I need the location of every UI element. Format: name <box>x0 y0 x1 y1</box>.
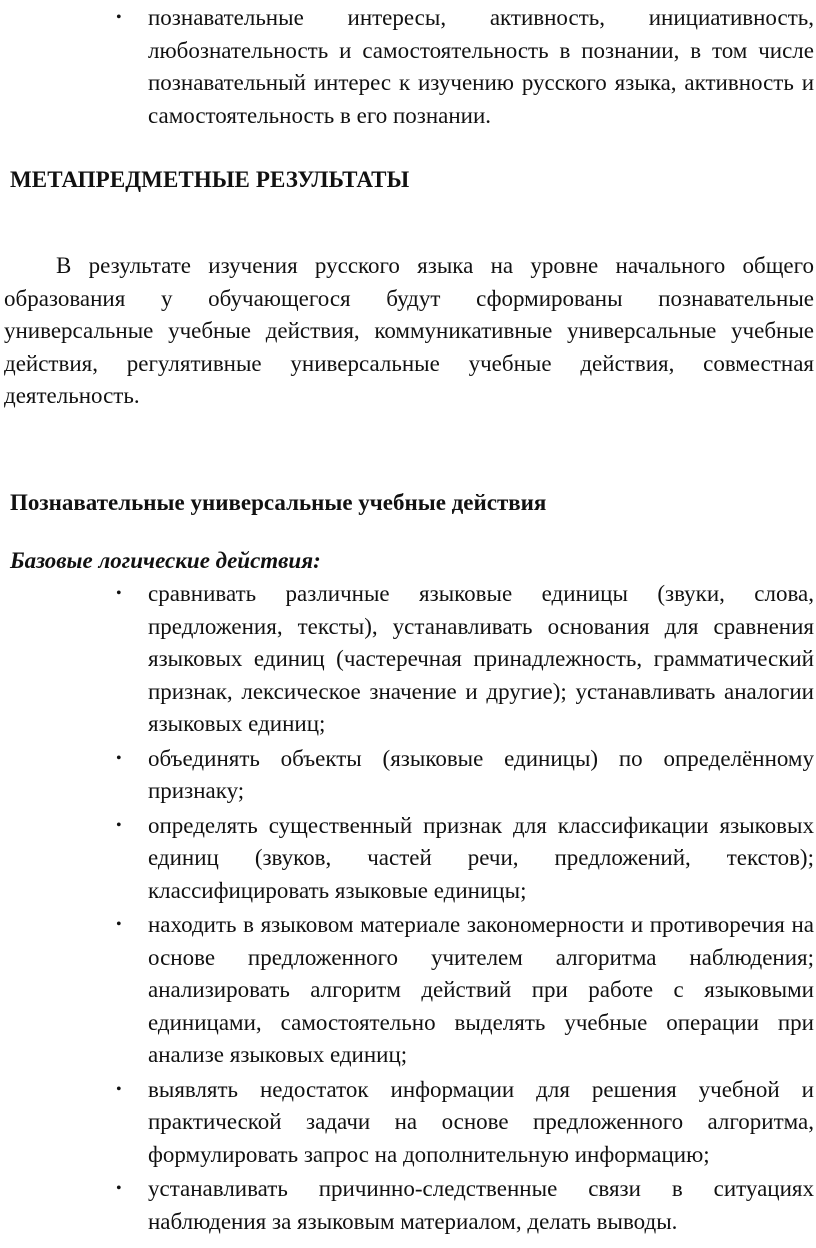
bullet-icon: • <box>116 585 122 602</box>
bullet-icon: • <box>116 1180 122 1197</box>
list-item-text: находить в языковом материале закономерности и противоречия на основе предложенного учителем алгоритма наблюдения; анализировать алгоритм действий при работе с языковыми единицами, самостоятельно выделять учебные операции при анализе языковых единиц; <box>148 912 814 1067</box>
list-item-text: познавательные интересы, активность, инициативность, любознательность и самостоятельность в познании, в том числе познавательный интерес к изучению русского языка, активность и самостоятельность в его познании. <box>148 5 814 128</box>
intro-list <box>116 2 814 132</box>
list-item-text: устанавливать причинно-следственные связи в ситуациях наблюдения за языковым материалом, делать выводы. <box>148 1176 814 1234</box>
list-item <box>116 1173 814 1238</box>
metasubject-paragraph: В результате изучения русского языка на уровне начального общего образования у обучающегося будут сформированы познавательные универсальные учебные действия, коммуникативные универсальные учебные действия, регулятивные универсальные учебные действия, совместная деятельность. <box>4 253 814 408</box>
list-item <box>116 909 814 1072</box>
list-item <box>116 2 814 132</box>
list-item <box>116 743 814 808</box>
subsection-heading-logic: Базовые логические действия: <box>10 548 321 573</box>
bullet-icon: • <box>116 749 122 767</box>
section-heading-metasubject: МЕТАПРЕДМЕТНЫЕ РЕЗУЛЬТАТЫ <box>10 167 410 192</box>
list-item-text: сравнивать различные языковые единицы (звуки, слова, предложения, тексты), устанавливать основания для сравнения языковых единиц (частеречная принадлежность, грамматический признак, лексическое значение и другие); устанавливать аналогии языковых единиц; <box>148 581 814 736</box>
bullet-icon: • <box>116 816 122 834</box>
logic-actions-list <box>116 578 814 1240</box>
list-item <box>116 810 814 908</box>
list-item-text: выявлять недостаток информации для решения учебной и практической задачи на основе предложенного алгоритма, формулировать запрос на дополнительную информацию; <box>148 1076 814 1167</box>
list-item-text: объединять объекты (языковые единицы) по определённому признаку; <box>148 745 814 803</box>
bullet-icon: • <box>116 916 122 933</box>
list-item <box>116 578 814 741</box>
list-item <box>116 1074 814 1172</box>
bullet-icon: • <box>116 1080 122 1098</box>
bullet-icon: • <box>116 9 122 26</box>
list-item-text: определять существенный признак для классификации языковых единиц (звуков, частей речи, предложений, текстов); классифицировать языковые единицы; <box>148 812 814 903</box>
subsection-heading-cognitive: Познавательные универсальные учебные действия <box>10 490 547 515</box>
